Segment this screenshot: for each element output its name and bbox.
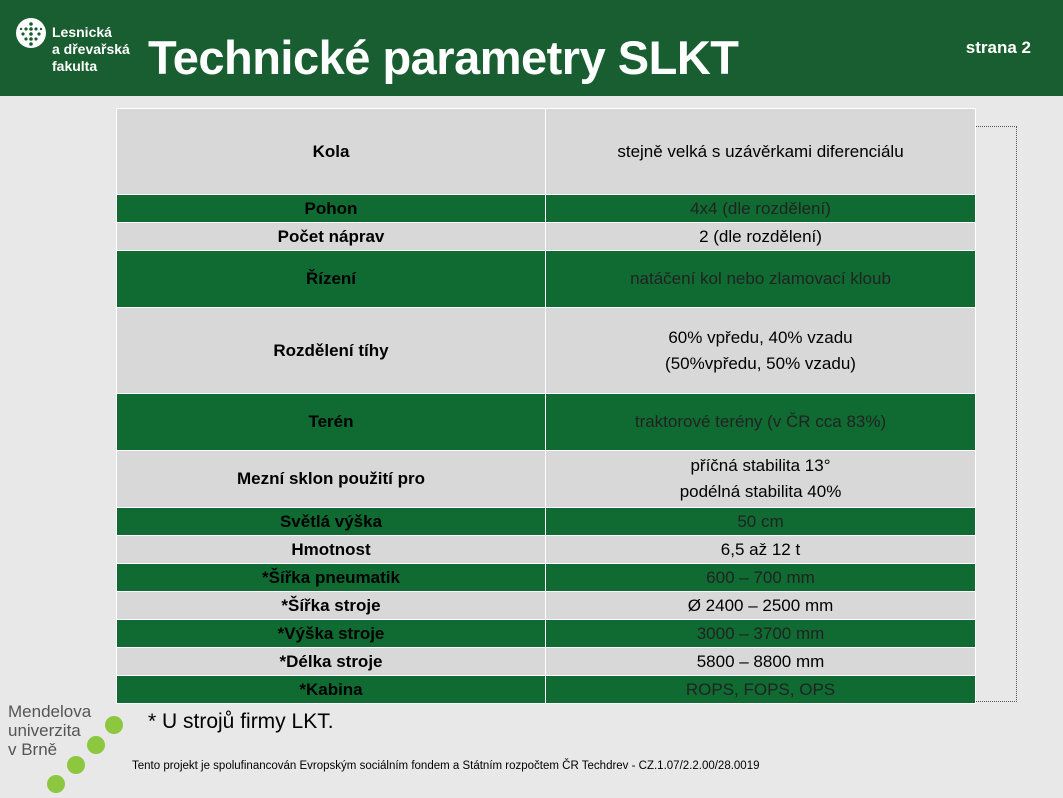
- parameter-value-line: (50%vpředu, 50% vzadu): [665, 353, 856, 373]
- footnote: * U strojů firmy LKT.: [148, 710, 334, 733]
- parameter-value-line: traktorové terény (v ČR cca 83%): [634, 412, 887, 431]
- parameter-label: Světlá výška: [117, 508, 546, 536]
- parameter-value-line: 3000 – 3700 mm: [696, 623, 825, 643]
- parameter-value: [546, 564, 976, 592]
- table-row: [117, 451, 976, 508]
- parameter-label: Pohon: [117, 195, 546, 223]
- parameter-value: [546, 195, 976, 223]
- parameter-label: Terén: [117, 394, 546, 451]
- parameter-value-line: 2 (dle rozdělení): [699, 226, 822, 246]
- parameters-table-body: [117, 109, 976, 704]
- faculty-name: [52, 24, 130, 75]
- parameter-label: Kola: [117, 109, 546, 195]
- table-row: [117, 592, 976, 620]
- parameter-value-line: ROPS, FOPS, OPS: [685, 679, 836, 699]
- table-row: [117, 251, 976, 308]
- parameter-value: [546, 648, 976, 676]
- table-row: [117, 195, 976, 223]
- table-row: [117, 620, 976, 648]
- parameter-value-line: 4x4 (dle rozdělení): [690, 198, 831, 218]
- parameter-value-line: 60% vpředu, 40% vzadu: [668, 327, 853, 347]
- parameter-value-line: Ø 2400 – 2500 mm: [687, 595, 834, 615]
- table-row: [117, 648, 976, 676]
- university-line: univerzita: [8, 721, 81, 740]
- parameter-value-line: podélná stabilita 40%: [679, 482, 842, 501]
- university-line: Mendelova: [8, 702, 92, 721]
- table-row: [117, 394, 976, 451]
- faculty-logo-icon: [16, 18, 46, 48]
- parameter-label: *Kabina: [117, 676, 546, 704]
- parameter-label: *Výška stroje: [117, 620, 546, 648]
- dotted-bracket: [976, 126, 1017, 702]
- parameter-value: [546, 109, 976, 195]
- parameter-value-line: 6,5 až 12 t: [720, 539, 801, 559]
- parameter-value: [546, 308, 976, 394]
- table-row: [117, 109, 976, 195]
- faculty-line: a dřevařská: [52, 41, 130, 57]
- university-line: v Brně: [8, 740, 58, 759]
- faculty-line: fakulta: [52, 58, 98, 74]
- university-logo-dots-icon: [0, 690, 140, 798]
- parameter-value: [546, 592, 976, 620]
- parameter-label: Mezní sklon použití pro: [117, 451, 546, 508]
- parameter-label: Počet náprav: [117, 223, 546, 251]
- funding-note: Tento projekt je spolufinancován Evropským sociálním fondem a Státním rozpočtem ČR Techdrev - CZ.1.07/2.2.00/28.0019: [132, 760, 760, 772]
- table-row: [117, 564, 976, 592]
- parameter-label: *Šířka pneumatik: [117, 564, 546, 592]
- parameter-value: [546, 676, 976, 704]
- parameter-value-line: 600 – 700 mm: [706, 567, 815, 587]
- parameter-value: [546, 620, 976, 648]
- parameter-label: *Šířka stroje: [117, 592, 546, 620]
- parameter-label: Rozdělení tíhy: [117, 308, 546, 394]
- parameter-value: [546, 251, 976, 308]
- parameter-value: [546, 536, 976, 564]
- parameters-table: [116, 108, 976, 704]
- table-row: [117, 508, 976, 536]
- parameter-value: [546, 223, 976, 251]
- table-row: [117, 676, 976, 704]
- page-number: strana 2: [965, 38, 1031, 57]
- faculty-line: Lesnická: [52, 24, 112, 40]
- parameter-value-line: příčná stabilita 13°: [690, 456, 831, 475]
- header-bar: [0, 0, 1063, 96]
- parameter-label: *Délka stroje: [117, 648, 546, 676]
- table-row: [117, 536, 976, 564]
- parameter-value-line: natáčení kol nebo zlamovací kloub: [630, 269, 891, 288]
- parameter-value-line: 5800 – 8800 mm: [696, 651, 825, 671]
- parameter-label: Hmotnost: [117, 536, 546, 564]
- parameter-label: Řízení: [117, 251, 546, 308]
- table-row: [117, 223, 976, 251]
- table-row: [117, 308, 976, 394]
- parameter-value-line: stejně velká s uzávěrkami diferenciálu: [617, 141, 904, 161]
- page-title: Technické parametry SLKT: [148, 31, 739, 84]
- parameter-value-line: 50 cm: [737, 511, 784, 531]
- parameter-value: [546, 451, 976, 508]
- parameter-value: [546, 394, 976, 451]
- parameter-value: [546, 508, 976, 536]
